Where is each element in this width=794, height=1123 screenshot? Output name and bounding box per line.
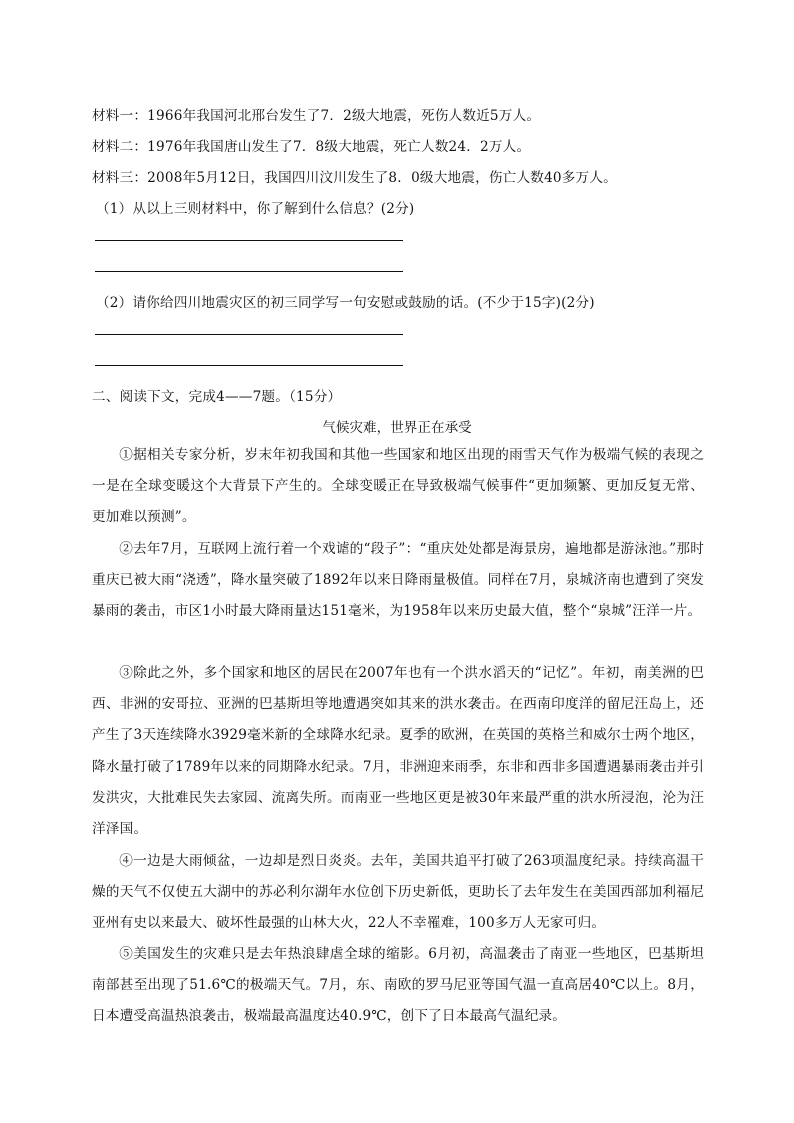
article-paragraph-3: ③除此之外，多个国家和地区的居民在2007年也有一个洪水滔天的“记忆”。年初，南美洲的巴西、非洲的安哥拉、亚洲的巴基斯坦等地遭遇突如其来的洪水袭击。在西南印度洋的留尼汪岛上，还产生了3天连续降水3929毫米新的全球降水纪录。夏季的欧洲，在英国的英格兰和威尔士两个地区，降水量打破了1789年以来的同期降水纪录。7月，非洲迎来雨季，东非和西非多国遭遇暴雨袭击并引发洪灾，大批难民失去家园、流离失所。而南亚一些地区更是被30年来最严重的洪水所浸泡，沦为汪洋泽国。 [92,665,704,838]
article-title: 气候灾难，世界正在承受 [322,420,472,436]
article-paragraph-5: ⑤美国发生的灾难只是去年热浪肆虐全球的缩影。6月初，高温袭击了南亚一些地区，巴基斯坦南部甚至出现了51.6℃的极端天气。7月，东、南欧的罗马尼亚等国气温一直高居40℃以上。8月，日本遭受高温热浪袭击，极端最高温度达40.9℃，创下了日本最高气温纪录。 [92,946,704,1025]
section-heading: 二、阅读下文，完成4——7题。（15分） [92,389,342,405]
article-paragraph-1: ①据相关专家分析，岁末年初我国和其他一些国家和地区出现的雨雪天气作为极端气候的表现之一是在全球变暖这个大背景下产生的。全球变暖正在导致极端气候事件“更加频繁、更加反复无常、更加难以预测”。 [92,447,704,526]
answer-line-1a[interactable] [95,240,403,241]
answer-line-2a[interactable] [95,334,403,335]
question-1: （1）从以上三则材料中，你了解到什么信息？(2分) [96,201,415,217]
material-three: 材料三：2008年5月12日，我国四川汶川发生了8．0级大地震，伤亡人数40多万人。 [92,170,617,186]
article-paragraph-4: ④一边是大雨倾盆，一边却是烈日炎炎。去年，美国共追平打破了263项温度纪录。持续高温干燥的天气不仅使五大湖中的苏必利尔湖年水位创下历史新低，更助长了去年发生在美国西部加利福尼亚州有史以来最大、破坏性最强的山林大火，22人不幸罹难，100多万人无家可归。 [92,853,704,932]
material-two: 材料二：1976年我国唐山发生了7．8级大地震，死亡人数24．2万人。 [92,139,531,155]
question-2: （2）请你给四川地震灾区的初三同学写一句安慰或鼓励的话。(不少于15字)(2分) [96,295,595,311]
answer-line-2b[interactable] [95,365,403,366]
article-paragraph-2: ②去年7月，互联网上流行着一个戏谑的“段子”：“重庆处处都是海景房，遍地都是游泳池。”那时重庆已被大雨“浇透”，降水量突破了1892年以来日降雨量极值。同样在7月，泉城济南也遭到了突发暴雨的袭击，市区1小时最大降雨量达151毫米，为1958年以来历史最大值，整个“泉城”汪洋一片。 [92,541,704,620]
material-one: 材料一：1966年我国河北邢台发生了7．2级大地震，死伤人数近5万人。 [92,108,541,124]
answer-line-1b[interactable] [95,271,403,272]
